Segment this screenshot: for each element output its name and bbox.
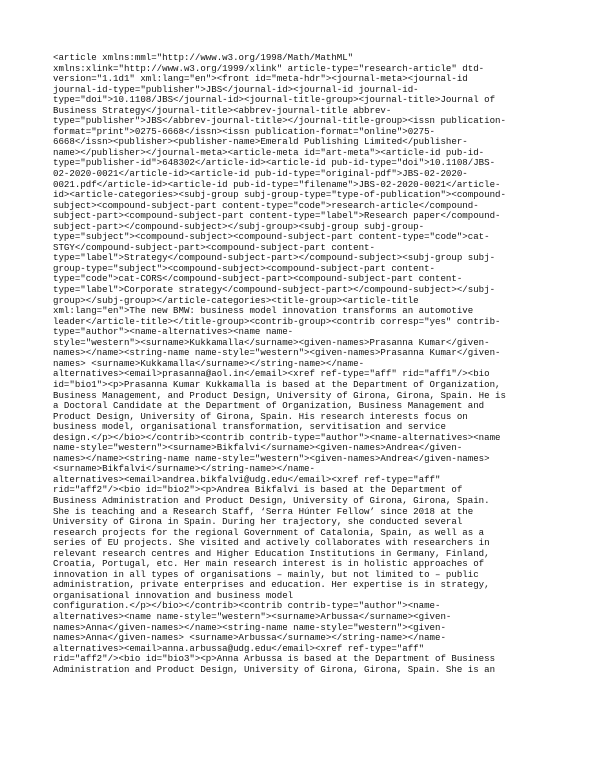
xml-line: type="subject"><compound-subject><compound-subject-part content-type="code">cat- — [53, 231, 490, 243]
xml-line: <article xmlns:mml="http://www.w3.org/1998/Math/MathML" — [53, 52, 354, 63]
xml-line: University of Girona in Spain. During her trajectory, she conducted several — [53, 516, 463, 528]
xml-line: Administration and Product Design, University of Girona, Girona, Spain. She is an — [53, 663, 496, 675]
xml-line: subject-part></compound-subject></subj-group><subj-group subj-group- — [53, 220, 425, 232]
xml-line: organisational innovation and business model — [53, 589, 294, 601]
xml-line: design.</p></bio></contrib><contrib contrib-type="author"><name-alternatives><name — [53, 431, 501, 443]
xml-line: type="doi">10.1108/JBS</journal-id><journal-title-group><journal-title>Journal of — [53, 94, 496, 106]
xml-line: 0021.pdf</article-id><article-id pub-id-type="filename">JBS-02-2020-0021</article- — [53, 178, 501, 190]
xml-line: research projects for the regional Government of Catalonia, Spain, as well as a — [53, 526, 485, 538]
xml-line: subject><compound-subject-part content-type="code">research-article</compound- — [53, 199, 479, 211]
xml-line: style="western"><surname>Kukkamalla</surname><given-names>Prasanna Kumar</given- — [53, 336, 490, 348]
xml-line: journal-id-type="publisher">JBS</journal-id><journal-id journal-id- — [53, 83, 419, 95]
xml-line: rid="aff2"/><bio id="bio2"><p>Andrea Bikfalvi is based at the Department of — [53, 484, 463, 496]
xml-line: 02-2020-0021</article-id><article-id pub-id-type="original-pdf">JBS-02-2020- — [53, 168, 468, 180]
xml-line: Business Strategy</journal-title><abbrev-journal-title abbrev- — [53, 104, 392, 116]
xml-line: alternatives><email>anna.arbussa@udg.edu</email><xref ref-type="aff" — [53, 642, 425, 654]
xml-line: leader</article-title></title-group><contrib-group><contrib corresp="yes" contrib- — [53, 315, 501, 327]
xml-line: name-style="western"><surname>Bikfalvi</surname><given-names>Andrea</given- — [53, 442, 463, 454]
xml-line: names> <surname>Kukkamalla</surname></string-name></name- — [53, 357, 365, 369]
xml-line: type="label">Corporate strategy</compound-subject-part></compound-subject></subj- — [53, 284, 496, 296]
xml-line: rid="aff2"/><bio id="bio3"><p>Anna Arbussa is based at the Department of Business — [53, 653, 496, 665]
xml-line: alternatives><name name-style="western"><surname>Arbussa</surname><given- — [53, 610, 452, 622]
xml-line: series of EU projects. She visited and actively collaborates with researchers in — [53, 537, 490, 549]
xml-line: xml:lang="en">The new BMW: business model innovation transforms an automotive — [53, 305, 474, 317]
xml-line: Product Design, University of Girona, Spain. His research interests focus on — [53, 410, 468, 422]
xml-line: name></publisher></journal-meta><article-meta id="art-meta"><article-id pub-id- — [53, 146, 485, 158]
xml-line: configuration.</p></bio></contrib><contrib contrib-type="author"><name- — [53, 600, 441, 612]
xml-line: Croatia, Portugal, etc. Her main research interest is in holistic approaches of — [53, 558, 485, 570]
xml-line: innovation in all types of organisations – mainly, but not limited to – public — [53, 568, 479, 580]
xml-line: type="author"><name-alternatives><name name- — [53, 326, 294, 338]
xml-line: She is teaching and a Research Staff, ‘Serra Húnter Fellow’ since 2018 at the — [53, 505, 474, 517]
xml-line: version="1.1d1" xml:lang="en"><front id="meta-hdr"><journal-meta><journal-id — [53, 73, 468, 85]
xml-line: format="print">0275-6668</issn><issn publication-format="online">0275- — [53, 125, 435, 137]
xml-line: names></name><string-name name-style="western"><given-names>Prasanna Kumar</given- — [53, 347, 501, 359]
xml-line: STGY</compound-subject-part><compound-subject-part content- — [53, 241, 375, 253]
xml-line: <surname>Bikfalvi</surname></string-name></name- — [53, 463, 315, 475]
xml-line: group-type="subject"><compound-subject><compound-subject-part content- — [53, 262, 435, 274]
xml-line: relevant research centres and Higher Education Institutions in Germany, Finland, — [53, 547, 490, 559]
xml-line: names>Anna</given-names></name><string-name name-style="western"><given- — [53, 621, 446, 633]
xml-line: alternatives><email>prasanna@aol.in</email><xref ref-type="aff" rid="aff1"/><bio — [53, 368, 490, 380]
xml-line: group></subj-group></article-categories><title-group><article-title — [53, 294, 419, 306]
xml-line: type="label">Strategy</compound-subject-part></compound-subject><subj-group subj- — [53, 252, 496, 264]
xml-line: administration, private enterprises and education. Her expertise is in strategy, — [53, 579, 490, 591]
xml-line: a Doctoral Candidate at the Department of Organization, Business Management and — [53, 400, 485, 412]
xml-line: id><article-categories><subj-group subj-group-type="type-of-publication"><compound- — [53, 189, 506, 201]
xml-line: id="bio1"><p>Prasanna Kumar Kukkamalla is based at the Department of Organization, — [53, 378, 501, 390]
xml-line: type="publisher-id">648302</article-id><article-id pub-id-type="doi">10.1108/JBS- — [53, 157, 496, 169]
xml-line: type="code">cat-CORS</compound-subject-part><compound-subject-part content- — [53, 273, 463, 285]
xml-source-text — [53, 53, 573, 675]
xml-line: subject-part><compound-subject-part content-type="label">Research paper</compound- — [53, 210, 501, 222]
xml-line: xmlns:xlink="http://www.w3.org/1999/xlink" article-type="research-article" dtd- — [53, 62, 485, 74]
xml-line: Business Management, and Product Design, University of Girona, Girona, Spain. He is — [53, 389, 506, 401]
xml-line: type="publisher">JBS</abbrev-journal-title></journal-title-group><issn publication- — [53, 115, 506, 127]
xml-line: 6668</issn><publisher><publisher-name>Emerald Publishing Limited</publisher- — [53, 136, 468, 148]
xml-line: names>Anna</given-names> <surname>Arbussa</surname></string-name></name- — [53, 632, 446, 644]
xml-line: names></name><string-name name-style="western"><given-names>Andrea</given-names> — [53, 452, 490, 464]
xml-line: alternatives><email>andrea.bikfalvi@udg.edu</email><xref ref-type="aff" — [53, 473, 441, 485]
xml-line: Business Administration and Product Design, University of Girona, Girona, Spain. — [53, 494, 490, 506]
xml-line: business model, organisational transformation, servitisation and service — [53, 421, 446, 433]
